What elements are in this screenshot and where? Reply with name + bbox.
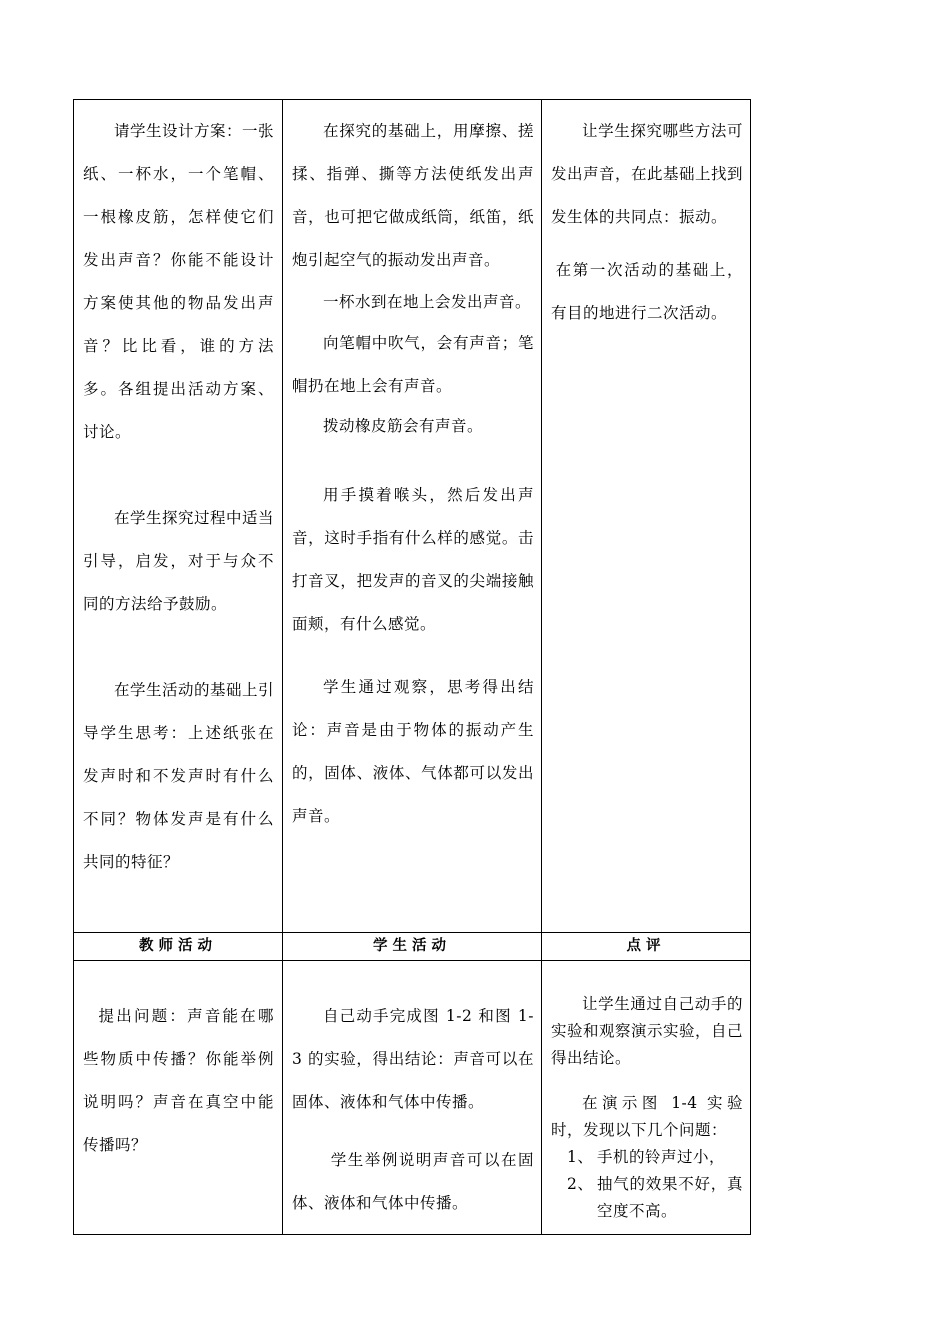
lower-teacher-paragraph: 提出问题：声音能在哪些物质中传播？你能举例说明吗？声音在真空中能传播吗？ [83,1007,274,1154]
lower-comment-intro: 让学生通过自己动手的实验和观察演示实验，自己得出结论。 [551,995,744,1067]
column-divider [282,100,283,1234]
lower-student-paragraph: 自己动手完成图 1-2 和图 1-3 的实验，得出结论：声音可以在固体、液体和气体中传播。 [292,1007,534,1111]
lower-comment-demo: 在演示图 1-4 实验时，发现以下几个问题： [551,1094,743,1139]
upper-student-paragraph: 在探究的基础上，用摩擦、搓揉、指弹、撕等方法使纸发出声音，也可把它做成纸筒，纸笛，纸炮引起空气的振动发出声音。 [292,122,534,269]
upper-student-paragraph: 向笔帽中吹气，会有声音；笔帽扔在地上会有声音。 [292,334,534,395]
upper-comment-paragraph: 让学生探究哪些方法可发出声音，在此基础上找到发生体的共同点：振动。 [551,122,744,226]
upper-comment-cell [551,110,743,335]
upper-student-paragraph: 一杯水到在地上会发出声音。 [323,293,532,311]
issue-text: 抽气的效果不好，真空度不高。 [597,1175,743,1220]
lesson-table [73,99,751,1235]
upper-comment-paragraph: 在第一次活动的基础上，有目的地进行二次活动。 [551,261,743,322]
lower-student-cell [292,995,534,1225]
header-student-activity: 学生活动 [373,938,451,954]
issue-item [551,1144,743,1171]
issue-number: 1、 [567,1148,594,1166]
upper-student-cell [292,110,534,838]
issue-text: 手机的铃声过小， [597,1148,726,1166]
issue-item [551,1171,743,1225]
lower-teacher-cell [83,995,274,1167]
header-comment: 点评 [626,938,666,954]
upper-teacher-cell [83,110,274,884]
upper-student-paragraph: 用手摸着喉头，然后发出声音，这时手指有什么样的感觉。击打音叉，把发声的音叉的尖端接触面颊，有什么感觉。 [292,486,534,633]
upper-teacher-paragraph: 在学生探究过程中适当引导，启发，对于与众不同的方法给予鼓励。 [83,509,275,613]
column-divider [541,100,542,1234]
lower-comment-cell [551,991,743,1225]
lower-student-paragraph: 学生举例说明声音可以在固体、液体和气体中传播。 [292,1151,534,1212]
upper-student-paragraph: 拨动橡皮筋会有声音。 [323,417,484,435]
upper-teacher-paragraph: 请学生设计方案：一张纸、一杯水，一个笔帽、一根橡皮筋，怎样使它们发出声音？你能不能设计方案使其他的物品发出声音？比比看，谁的方法多。各组提出活动方案、讨论。 [83,122,275,441]
upper-student-paragraph: 学生通过观察，思考得出结论：声音是由于物体的振动产生的，固体、液体、气体都可以发出声音。 [292,678,534,825]
issue-number: 2、 [567,1175,594,1193]
upper-teacher-paragraph: 在学生活动的基础上引导学生思考：上述纸张在发声时和不发声时有什么不同？物体发声是有什么共同的特征？ [83,681,275,871]
header-teacher-activity: 教师活动 [139,938,217,954]
row-divider [74,960,750,961]
